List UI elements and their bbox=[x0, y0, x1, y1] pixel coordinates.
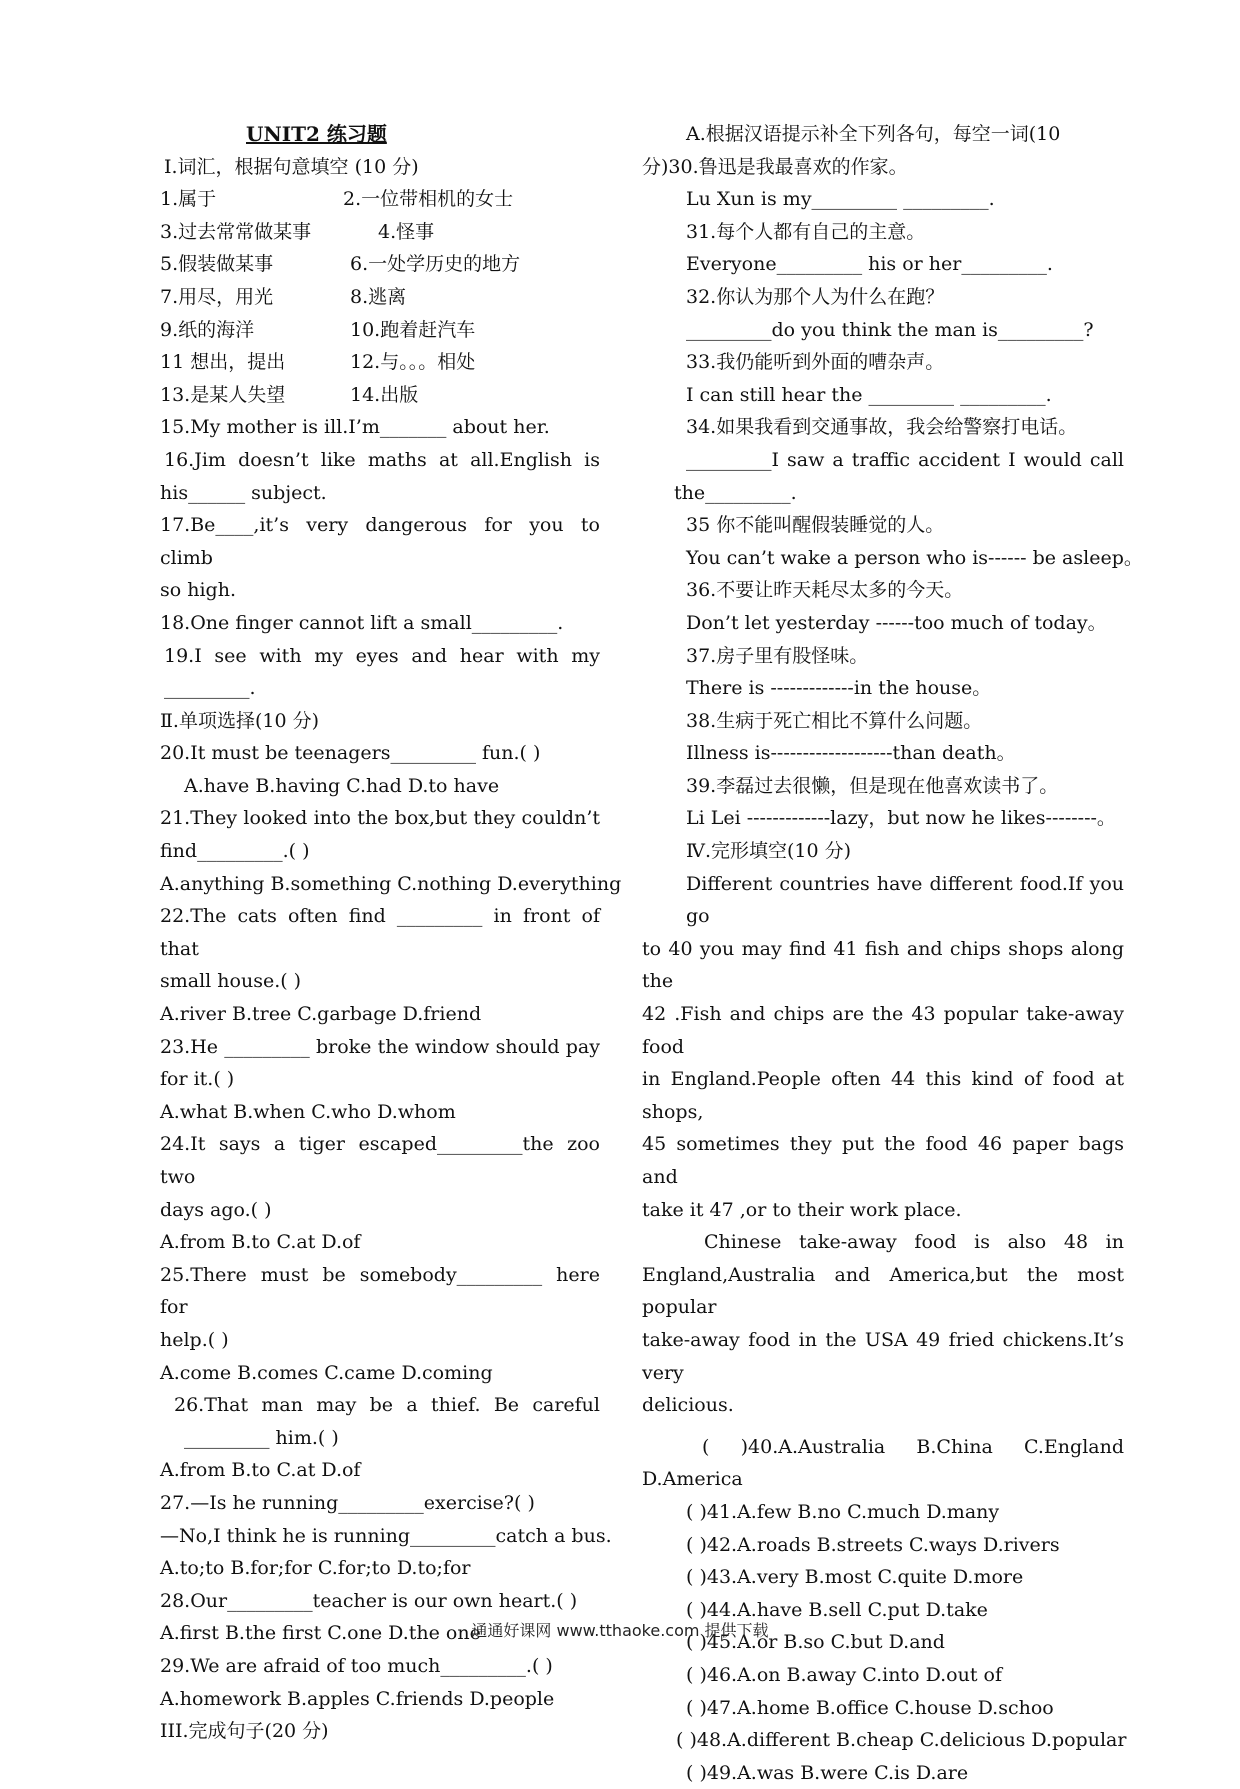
cloze-question-41: ( )41.A.few B.no C.much D.many bbox=[686, 1500, 1000, 1523]
question-20: 20.It must be teenagers_________ fun.( ) bbox=[160, 742, 541, 765]
vocab-row: 5.假装做某事 6.一处学历史的地方 bbox=[160, 253, 521, 276]
sentence-31-cn: 31.每个人都有自己的主意。 bbox=[686, 220, 926, 243]
question-23-cont: for it.( ) bbox=[160, 1068, 235, 1091]
section-cloze-heading: Ⅳ.完形填空(10 分) bbox=[686, 840, 852, 863]
question-26-options: A.from B.to C.at D.of bbox=[160, 1459, 361, 1482]
cloze-passage-line: to 40 you may find 41 fish and chips shops along the bbox=[642, 937, 1124, 993]
question-21-options: A.anything B.something C.nothing D.everything bbox=[160, 872, 622, 895]
cloze-passage-line: take-away food in the USA 49 fried chickens.It’s very bbox=[642, 1328, 1124, 1384]
cloze-passage-line: England,Australia and America,but the most popular bbox=[642, 1263, 1124, 1319]
sentence-32-en: _________do you think the man is_________? bbox=[686, 318, 1094, 341]
sentence-35-cn: 35 你不能叫醒假装睡觉的人。 bbox=[686, 514, 945, 537]
question-28: 28.Our_________teacher is our own heart.( ) bbox=[160, 1589, 578, 1612]
sentence-39-cn: 39.李磊过去很懒，但是现在他喜欢读书了。 bbox=[686, 774, 1059, 797]
sentence-36-cn: 36.不要让昨天耗尽太多的今天。 bbox=[686, 579, 964, 602]
question-23: 23.He _________ broke the window should pay bbox=[160, 1035, 600, 1058]
sentence-30-cn: 分)30.鲁迅是我最喜欢的作家。 bbox=[642, 155, 908, 178]
question-27-options: A.to;to B.for;for C.for;to D.to;for bbox=[160, 1557, 471, 1580]
question-21-cont: find_________.( ) bbox=[160, 840, 310, 863]
footer-source: 通通好课网 www.tthaoke.com 提供下载 bbox=[471, 1621, 769, 1640]
question-26: 26.That man may be a thief. Be careful bbox=[174, 1394, 600, 1417]
section-complete-heading: III.完成句子(20 分) bbox=[160, 1720, 329, 1743]
question-22: 22.The cats often find _________ in front of that bbox=[160, 905, 600, 960]
question-19: 19.I see with my eyes and hear with my bbox=[164, 644, 600, 667]
sentence-32-cn: 32.你认为那个人为什么在跑？ bbox=[686, 285, 945, 308]
cloze-question-40-cont: D.America bbox=[642, 1468, 743, 1491]
question-18: 18.One finger cannot lift a small_________. bbox=[160, 611, 564, 634]
right-column bbox=[642, 118, 1143, 1789]
question-25-cont: help.( ) bbox=[160, 1328, 229, 1351]
vocab-row: 11 想出，提出 12.与。。。相处 bbox=[160, 351, 476, 374]
cloze-question-45: ( )45.A.or B.so C.but D.and bbox=[686, 1631, 945, 1654]
sentence-33-en: I can still hear the _________ _________. bbox=[686, 383, 1052, 406]
question-25-options: A.come B.comes C.came D.coming bbox=[160, 1361, 493, 1384]
cloze-question-42: ( )42.A.roads B.streets C.ways D.rivers bbox=[686, 1533, 1060, 1556]
section-vocabulary-heading: Ⅰ.词汇，根据句意填空 (10 分) bbox=[164, 155, 419, 178]
section-choice-heading: Ⅱ.单项选择(10 分) bbox=[160, 709, 319, 732]
page-title: UNIT2 练习题 bbox=[246, 122, 387, 146]
question-23-options: A.what B.when C.who D.whom bbox=[160, 1100, 456, 1123]
sentence-35-en: You can’t wake a person who is------ be asleep。 bbox=[686, 546, 1143, 569]
cloze-question-40: ( )40.A.Australia B.China C.England bbox=[702, 1435, 1124, 1458]
cloze-passage-line: delicious. bbox=[642, 1394, 734, 1417]
section-complete-instructions: A.根据汉语提示补全下列各句，每空一词(10 bbox=[686, 123, 1061, 145]
question-24-cont: days ago.( ) bbox=[160, 1198, 272, 1221]
sentence-30-en: Lu Xun is my_________ _________. bbox=[686, 188, 995, 211]
question-29-options: A.homework B.apples C.friends D.people bbox=[160, 1687, 555, 1710]
sentence-38-en: Illness is-------------------than death。 bbox=[686, 742, 1016, 765]
question-24-options: A.from B.to C.at D.of bbox=[160, 1231, 361, 1254]
cloze-passage-line: 42 .Fish and chips are the 43 popular take-away food bbox=[642, 1003, 1124, 1058]
cloze-passage-line: Chinese take-away food is also 48 in bbox=[704, 1231, 1124, 1254]
question-22-options: A.river B.tree C.garbage D.friend bbox=[160, 1003, 482, 1026]
sentence-37-cn: 37.房子里有股怪味。 bbox=[686, 644, 869, 667]
question-16-cont: his______ subject. bbox=[160, 481, 327, 504]
question-25: 25.There must be somebody_________ here for bbox=[160, 1263, 600, 1319]
question-15: 15.My mother is ill.I’m_______ about her. bbox=[160, 416, 550, 439]
question-22-cont: small house.( ) bbox=[160, 970, 302, 993]
cloze-passage-line: 45 sometimes they put the food 46 paper bags and bbox=[642, 1133, 1124, 1188]
cloze-passage-line: Different countries have different food.If you go bbox=[686, 872, 1124, 928]
cloze-question-48: ( )48.A.different B.cheap C.delicious D.popular bbox=[676, 1729, 1127, 1752]
question-17: 17.Be____,it’s very dangerous for you to climb bbox=[160, 514, 600, 569]
cloze-question-44: ( )44.A.have B.sell C.put D.take bbox=[686, 1598, 988, 1621]
question-21: 21.They looked into the box,but they couldn’t bbox=[160, 807, 600, 830]
question-29: 29.We are afraid of too much_________.( ) bbox=[160, 1654, 553, 1677]
cloze-passage-line: in England.People often 44 this kind of food at shops, bbox=[642, 1068, 1124, 1123]
sentence-36-en: Don’t let yesterday ------too much of today。 bbox=[686, 611, 1107, 634]
sentence-34-en-cont: the_________. bbox=[674, 481, 797, 504]
question-17-cont: so high. bbox=[160, 579, 236, 602]
cloze-passage-line: take it 47 ,or to their work place. bbox=[642, 1198, 962, 1221]
cloze-question-47: ( )47.A.home B.office C.house D.schoo bbox=[686, 1696, 1054, 1719]
vocab-row: 7.用尽，用光 8.逃离 bbox=[160, 285, 407, 308]
sentence-34-en: _________I saw a traffic accident I would call bbox=[686, 448, 1124, 471]
question-26-cont: _________ him.( ) bbox=[184, 1426, 339, 1449]
vocab-row: 3.过去常常做某事 4.怪事 bbox=[160, 220, 435, 243]
question-24: 24.It says a tiger escaped_________the zoo two bbox=[160, 1133, 600, 1188]
question-19-cont: _________. bbox=[164, 677, 256, 700]
question-28-options: A.first B.the first C.one D.the one bbox=[160, 1622, 481, 1645]
question-27: 27.—Is he running_________exercise?( ) bbox=[160, 1491, 535, 1514]
sentence-39-en: Li Lei -------------lazy，but now he likes--------。 bbox=[686, 807, 1116, 830]
vocab-row: 1.属于 2.一位带相机的女士 bbox=[160, 188, 514, 211]
cloze-question-46: ( )46.A.on B.away C.into D.out of bbox=[686, 1663, 1002, 1686]
cloze-question-49: ( )49.A.was B.were C.is D.are bbox=[686, 1761, 969, 1784]
sentence-34-cn: 34.如果我看到交通事故，我会给警察打电话。 bbox=[686, 416, 1078, 439]
question-20-options: A.have B.having C.had D.to have bbox=[184, 774, 500, 797]
question-16: 16.Jim doesn’t like maths at all.English is bbox=[164, 448, 600, 471]
cloze-question-43: ( )43.A.very B.most C.quite D.more bbox=[686, 1566, 1024, 1589]
question-27-cont: —No,I think he is running_________catch a bus. bbox=[160, 1524, 612, 1547]
sentence-33-cn: 33.我仍能听到外面的嘈杂声。 bbox=[686, 351, 945, 374]
sentence-37-en: There is -------------in the house。 bbox=[686, 677, 992, 700]
vocab-row: 9.纸的海洋 10.跑着赶汽车 bbox=[160, 318, 476, 341]
sentence-38-cn: 38.生病于死亡相比不算什么问题。 bbox=[686, 709, 983, 732]
sentence-31-en: Everyone_________ his or her_________. bbox=[686, 253, 1053, 276]
vocab-row: 13.是某人失望 14.出版 bbox=[160, 383, 419, 406]
